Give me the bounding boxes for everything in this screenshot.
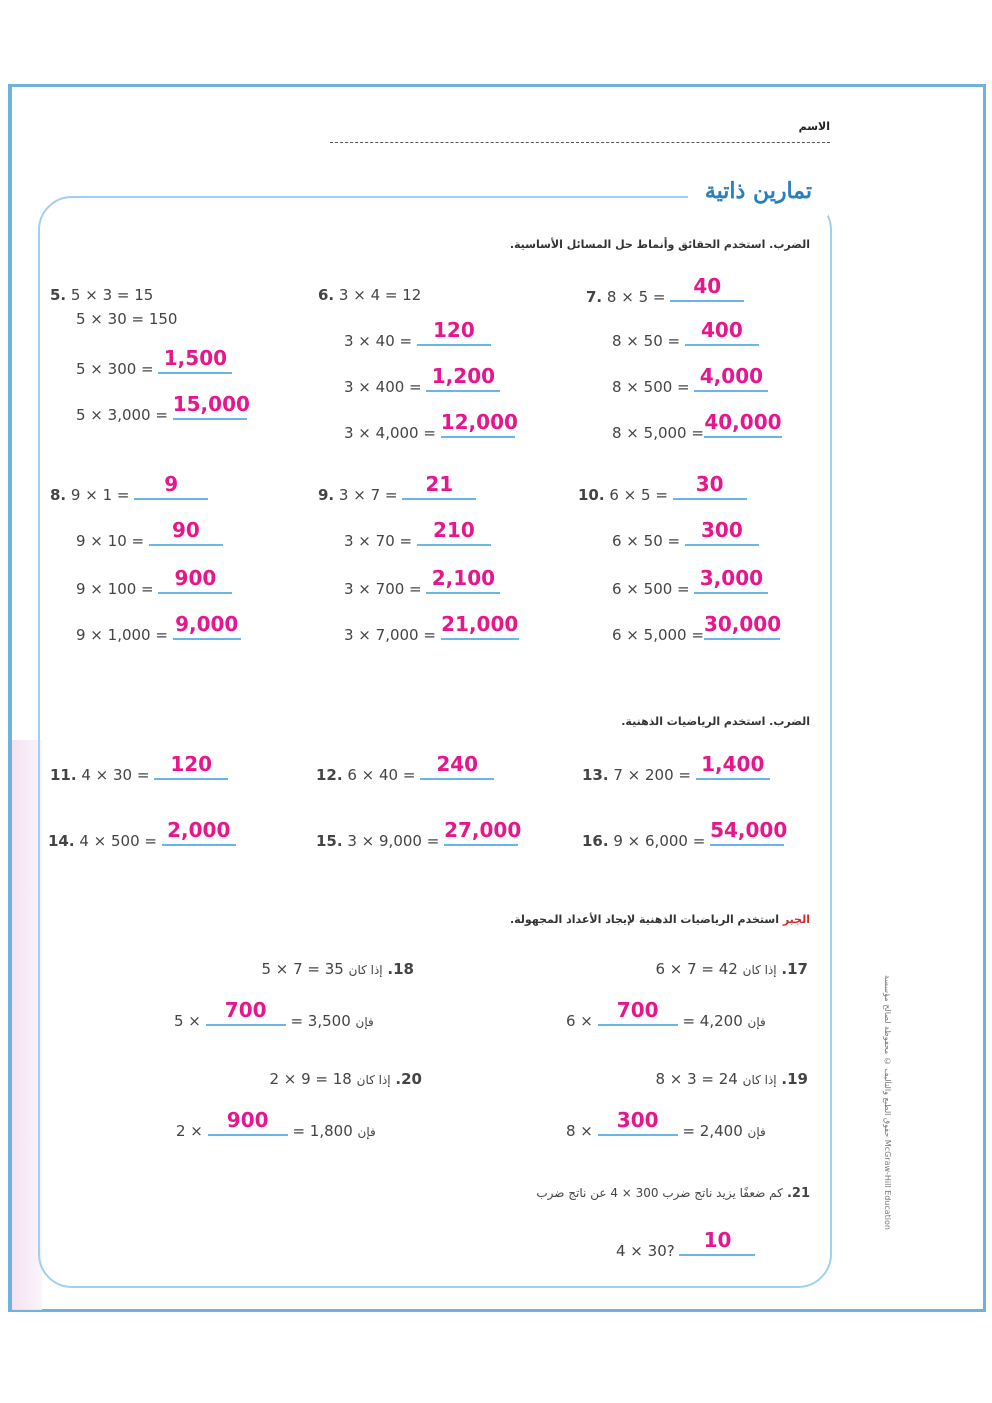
answer-blank[interactable] (158, 566, 232, 594)
problem-7-line4 (612, 410, 782, 442)
answer-blank[interactable] (598, 998, 678, 1026)
problem-number: 13. (582, 766, 609, 784)
fact-text: 8 × 3 = 24 (655, 1070, 738, 1088)
problem-21-answer (616, 1228, 755, 1260)
if-text: إذا كان (348, 963, 383, 977)
problem-12 (316, 752, 494, 784)
problem-7-line1 (586, 274, 744, 306)
page-title: تمارين ذاتية (704, 178, 812, 204)
equation-text: 3 × 4,000 = (344, 424, 436, 442)
answer-blank[interactable] (696, 752, 770, 780)
problem-7-line3 (612, 364, 768, 396)
problem-9-line4 (344, 612, 519, 644)
problem-number: 11. (50, 766, 77, 784)
problem-number: 14. (48, 832, 75, 850)
equation-text: 6 × 40 = (347, 766, 416, 784)
problem-10-line1 (578, 472, 747, 504)
problem-7-line2 (612, 318, 759, 350)
answer-blank[interactable] (679, 1228, 755, 1256)
equation-text: 5 × (174, 1012, 201, 1030)
instruction-text: استخدم الرياضيات الذهنية لإيجاد الأعداد المجهولة. (509, 913, 779, 926)
then-text: فإن (357, 1125, 376, 1139)
then-text: فإن (355, 1015, 374, 1029)
problem-15 (316, 818, 522, 850)
answer-text: 27,000 (444, 818, 522, 842)
answer-blank[interactable] (704, 410, 782, 438)
equation-text: 5 × 300 = (76, 360, 154, 378)
instruction-section2: الضرب. استخدم الرياضيات الذهنية. (621, 715, 810, 728)
equation-text: 4 × 500 = (79, 832, 157, 850)
problem-20-answer (176, 1108, 376, 1140)
question-text: كم ضعفًا يزيد ناتج ضرب 300 × 4 عن ناتج ضرب (536, 1186, 783, 1200)
answer-blank[interactable] (417, 518, 491, 546)
answer-text: 210 (432, 518, 475, 542)
answer-blank[interactable] (208, 1108, 288, 1136)
answer-text: 10 (703, 1228, 732, 1252)
answer-blank[interactable] (206, 998, 286, 1026)
problem-5-line1 (50, 286, 153, 304)
answer-text: 90 (171, 518, 200, 542)
answer-text: 120 (170, 752, 213, 776)
answer-blank[interactable] (694, 566, 768, 594)
answer-blank[interactable] (441, 612, 519, 640)
problem-number: 8. (50, 486, 67, 504)
problem-21-question (536, 1186, 810, 1201)
equation-text: 3 × 4 = 12 (338, 286, 422, 304)
problem-number: 17. (781, 960, 808, 978)
equation-text: 3 × 400 = (344, 378, 422, 396)
problem-11 (50, 752, 228, 784)
answer-text: 120 (432, 318, 475, 342)
fact-text: 6 × 7 = 42 (655, 960, 738, 978)
problem-9-line1 (318, 472, 476, 504)
equation-text: 4 × 30 = (81, 766, 150, 784)
answer-text: 900 (174, 566, 217, 590)
equation-text: 7 × 200 = (613, 766, 691, 784)
problem-number: 7. (586, 288, 603, 306)
problem-6-line2 (344, 318, 491, 350)
answer-text: 900 (226, 1108, 269, 1132)
equation-text: = 4,200 (682, 1012, 743, 1030)
name-field[interactable] (330, 142, 830, 143)
equation-text: 8 × (566, 1122, 593, 1140)
equation-text: = 2,400 (682, 1122, 743, 1140)
answer-text: 30,000 (703, 612, 782, 636)
answer-text: 3,000 (699, 566, 764, 590)
problem-number: 10. (578, 486, 605, 504)
problem-9-line2 (344, 518, 491, 550)
equation-text: 9 × 6,000 = (613, 832, 706, 850)
fact-text: 5 × 7 = 35 (261, 960, 344, 978)
answer-blank[interactable] (703, 612, 782, 640)
problem-number: 21. (786, 1186, 810, 1201)
if-text: إذا كان (742, 963, 777, 977)
problem-number: 12. (316, 766, 343, 784)
equation-text: 9 × 1 = (70, 486, 130, 504)
answer-text: 40,000 (704, 410, 782, 434)
equation-text: 3 × 40 = (344, 332, 413, 350)
answer-blank[interactable] (685, 518, 759, 546)
answer-text: 2,000 (167, 818, 231, 842)
answer-blank[interactable] (134, 472, 208, 500)
problem-8-line4 (76, 612, 241, 644)
problem-10-line3 (612, 566, 768, 598)
problem-number: 5. (50, 286, 67, 304)
problem-number: 15. (316, 832, 343, 850)
problem-17-answer (566, 998, 766, 1030)
equation-text: 3 × 7,000 = (344, 626, 436, 644)
answer-text: 2,100 (431, 566, 496, 590)
answer-blank[interactable] (158, 346, 232, 374)
equation-text: 2 × (176, 1122, 203, 1140)
answer-text: 240 (436, 752, 479, 776)
problem-number: 18. (387, 960, 414, 978)
answer-blank[interactable] (173, 612, 241, 640)
algebra-tag: الجبر (782, 913, 810, 926)
equation-text: = 3,500 (290, 1012, 351, 1030)
answer-text: 15,000 (172, 392, 250, 416)
fact-text: 2 × 9 = 18 (269, 1070, 352, 1088)
then-text: فإن (747, 1015, 766, 1029)
answer-text: 4,000 (699, 364, 764, 388)
equation-text: 6 × 5 = (609, 486, 668, 504)
answer-text: 300 (700, 518, 743, 542)
answer-blank[interactable] (444, 818, 522, 846)
answer-text: 21,000 (441, 612, 519, 636)
answer-text: 21 (425, 472, 454, 496)
problem-6-line3 (344, 364, 500, 396)
answer-blank[interactable] (440, 410, 518, 438)
answer-blank[interactable] (426, 364, 500, 392)
answer-text: 1,500 (163, 346, 228, 370)
answer-text: 1,400 (701, 752, 765, 776)
problem-19-answer (566, 1108, 766, 1140)
problem-18-condition (261, 960, 414, 978)
equation-text: 6 × 500 = (612, 580, 690, 598)
problem-16 (582, 818, 788, 850)
equation-text: 8 × 5,000 = (612, 424, 704, 442)
equation-text: 9 × 1,000 = (76, 626, 168, 644)
answer-blank[interactable] (598, 1108, 678, 1136)
problem-19-condition (655, 1070, 808, 1088)
instruction-section3 (510, 913, 810, 926)
problem-17-condition (655, 960, 808, 978)
answer-blank[interactable] (420, 752, 494, 780)
answer-blank[interactable] (685, 318, 759, 346)
problem-5-line3 (76, 346, 232, 378)
problem-number: 19. (781, 1070, 808, 1088)
equation-text: 8 × 500 = (612, 378, 690, 396)
equation-text: 9 × 10 = (76, 532, 145, 550)
equation-text: 4 × 30? (616, 1242, 675, 1260)
name-label: الاسم (798, 120, 830, 133)
answer-blank[interactable] (710, 818, 788, 846)
equation-text: 9 × 100 = (76, 580, 154, 598)
problem-5-line4 (76, 392, 250, 424)
problem-8-line3 (76, 566, 232, 598)
problem-10-line4 (612, 612, 782, 644)
answer-blank[interactable] (162, 818, 236, 846)
copyright-text: حقوق الطبع والتأليف © محفوظة لصالح مؤسسة McGraw-Hill Education (883, 975, 892, 1230)
problem-number: 6. (318, 286, 335, 304)
problem-number: 9. (318, 486, 335, 504)
problem-8-line2 (76, 518, 223, 550)
answer-blank[interactable] (426, 566, 500, 594)
problem-6-line1 (318, 286, 421, 304)
answer-text: 1,200 (431, 364, 496, 388)
problem-number: 16. (582, 832, 609, 850)
problem-20-condition (269, 1070, 422, 1088)
problem-8-line1 (50, 472, 208, 504)
equation-text: 3 × 70 = (344, 532, 413, 550)
problem-13 (582, 752, 770, 784)
equation-text: 8 × 50 = (612, 332, 681, 350)
answer-blank[interactable] (673, 472, 747, 500)
instruction-section1: الضرب. استخدم الحقائق وأنماط حل المسائل الأساسية. (509, 238, 810, 251)
if-text: إذا كان (742, 1073, 777, 1087)
equation-text: 3 × 7 = (338, 486, 398, 504)
problem-18-answer (174, 998, 374, 1030)
equation-text: 3 × 700 = (344, 580, 422, 598)
equation-text: 8 × 5 = (606, 288, 666, 306)
problem-10-line2 (612, 518, 759, 550)
equation-text: 6 × 50 = (612, 532, 681, 550)
answer-text: 300 (616, 1108, 659, 1132)
equation-text: 5 × 3,000 = (76, 406, 168, 424)
problem-14 (48, 818, 236, 850)
answer-text: 12,000 (440, 410, 518, 434)
answer-text: 30 (695, 472, 724, 496)
answer-blank[interactable] (149, 518, 223, 546)
problem-6-line4 (344, 410, 518, 442)
problem-9-line3 (344, 566, 500, 598)
equation-text: 3 × 9,000 = (347, 832, 440, 850)
answer-blank[interactable] (417, 318, 491, 346)
answer-text: 700 (224, 998, 267, 1022)
answer-text: 40 (693, 274, 722, 298)
equation-text: 6 × 5,000 = (612, 626, 704, 644)
equation-text: 5 × 30 = 150 (76, 310, 178, 324)
then-text: فإن (747, 1125, 766, 1139)
equation-text: 5 × 3 = 15 (70, 286, 154, 304)
answer-blank[interactable] (172, 392, 250, 420)
problem-number: 20. (395, 1070, 422, 1088)
answer-text: 400 (700, 318, 743, 342)
equation-text: 6 × (566, 1012, 593, 1030)
answer-text: 700 (616, 998, 659, 1022)
answer-blank[interactable] (402, 472, 476, 500)
answer-blank[interactable] (154, 752, 228, 780)
equation-text: = 1,800 (292, 1122, 353, 1140)
answer-blank[interactable] (694, 364, 768, 392)
answer-text: 54,000 (710, 818, 788, 842)
problem-5-line2 (76, 310, 177, 324)
answer-blank[interactable] (670, 274, 744, 302)
answer-text: 9,000 (175, 612, 239, 636)
answer-text: 9 (164, 472, 179, 496)
if-text: إذا كان (356, 1073, 391, 1087)
